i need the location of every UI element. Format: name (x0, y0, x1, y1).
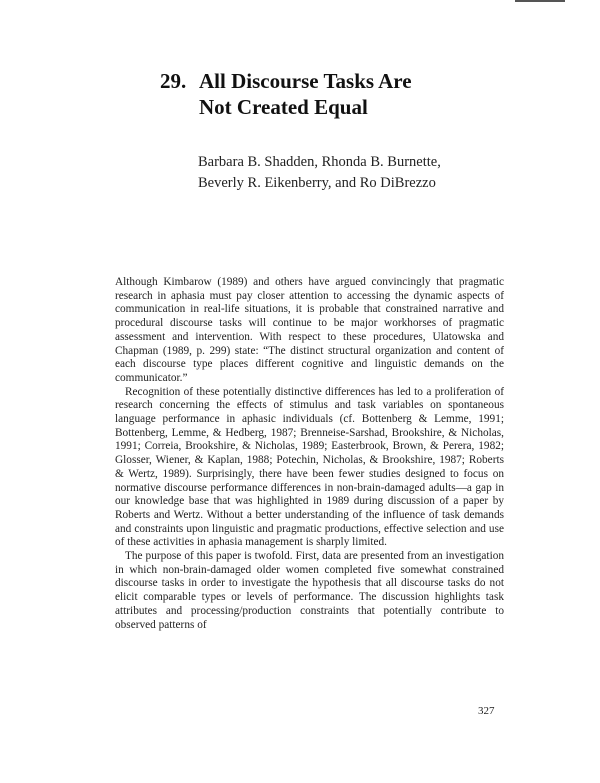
authors-line-2: Beverly R. Eikenberry, and Ro DiBrezzo (198, 175, 436, 191)
chapter-title (160, 68, 500, 120)
paragraph-1: Although Kimbarow (1989) and others have argued convincingly that pragmatic research in aphasia must pay closer attention to accessing the dynamic aspects of communication in real-life situations, it is probable that constrained narrative and procedural discourse tasks will continue to be major workhorses of pragmatic assessment and intervention. With respect to these procedures, Ulatowska and Chapman (1989, p. 299) state: “The distinct structural organization and content of each discourse type places different cognitive and linguistic demands on the communicator.” (115, 276, 504, 384)
top-edge-mark (515, 0, 565, 2)
chapter-title-line-2: Not Created Equal (199, 95, 368, 119)
authors-line-1: Barbara B. Shadden, Rhonda B. Burnette, (198, 154, 441, 170)
body-text (115, 276, 504, 632)
chapter-title-line-1: All Discourse Tasks Are (199, 69, 412, 93)
page-number: 327 (478, 705, 495, 717)
author-list (198, 152, 538, 194)
paragraph-2: Recognition of these potentially distinctive differences has led to a proliferation of research concerning the effects of stimulus and task variables on spontaneous language performance in aphasic individuals (cf. Bottenberg & Lemme, 1991; Bottenberg, Lemme, & Hedberg, 1987; Brenneise-Sarshad, Brookshire, & Nicholas, 1991; Correia, Brookshire, & Nicholas, 1989; Easterbrook, Brown, & Perera, 1982; Glosser, Wiener, & Kaplan, 1988; Potechin, Nicholas, & Brookshire, 1987; Roberts & Wertz, 1989). Surprisingly, there have been fewer studies designed to focus on normative discourse performance differences in non-brain-damaged adults—a gap in our knowledge base that was highlighted in 1989 during discussion of a paper by Roberts and Wertz. Without a better understanding of the influence of task demands and constraints upon linguistic and pragmatic productions, effective selection and use of these activities in aphasia management is sharply limited. (115, 385, 504, 549)
paragraph-3: The purpose of this paper is twofold. First, data are presented from an investigation in which non-brain-damaged older women completed five somewhat constrained discourse tasks in order to investigate the hypothesis that all discourse tasks do not elicit comparable types or levels of performance. The discussion highlights task attributes and processing/production constraints that potentially contribute to observed patterns of (115, 550, 504, 631)
chapter-number: 29. (160, 69, 187, 93)
